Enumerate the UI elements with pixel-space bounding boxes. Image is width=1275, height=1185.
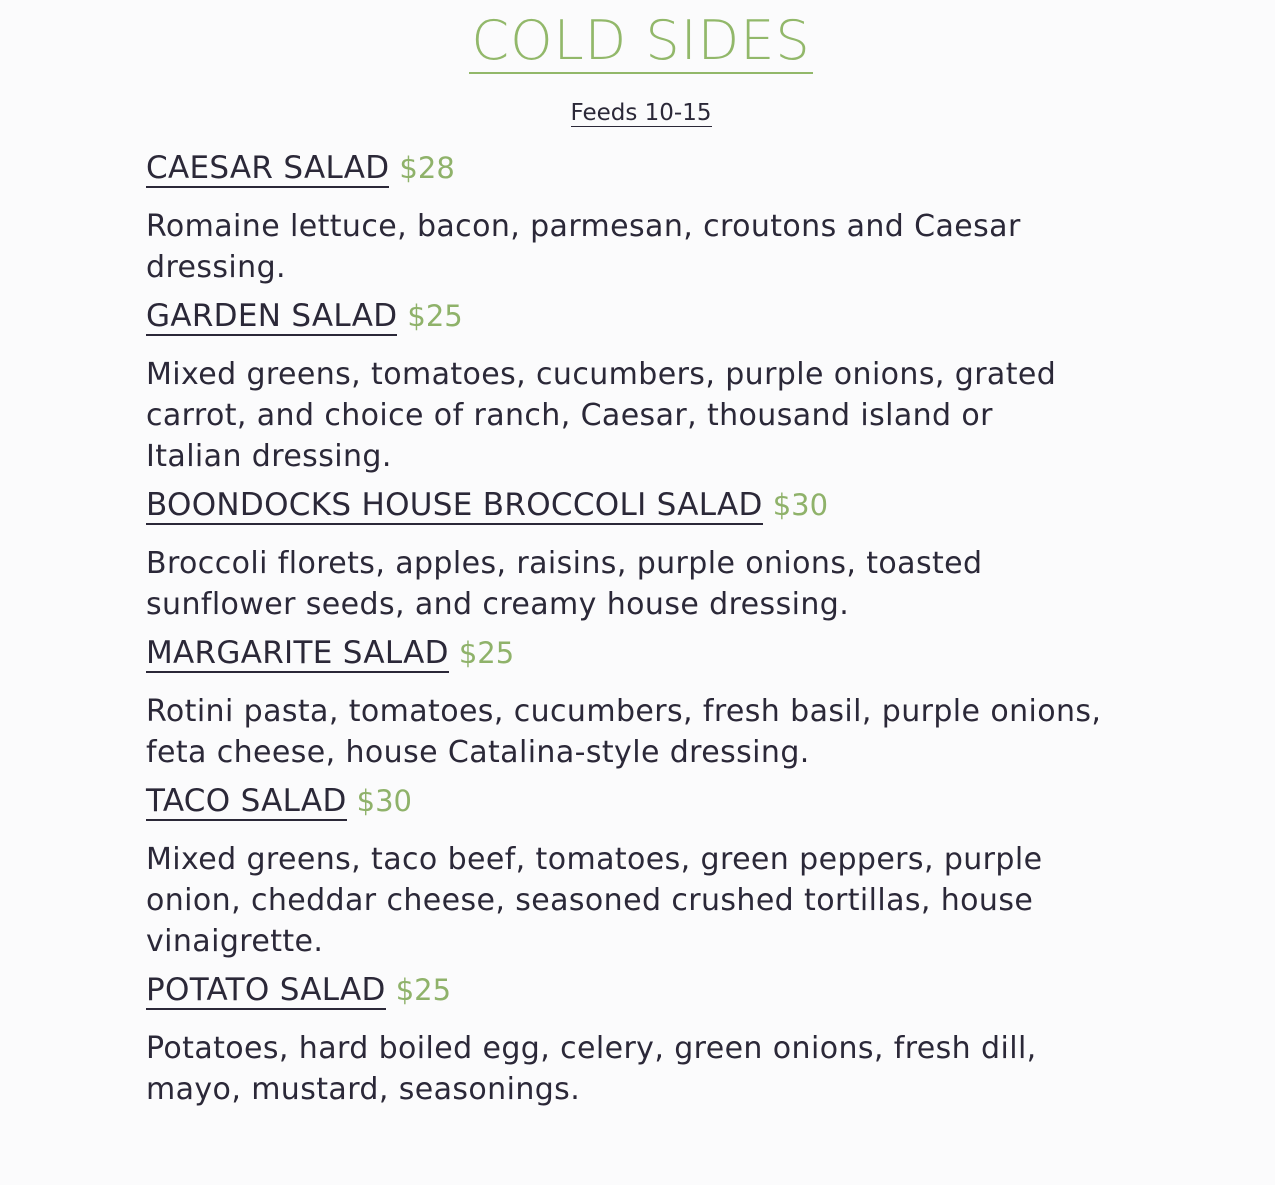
menu-item-price: $30 — [356, 784, 412, 818]
menu-item-name: GARDEN SALAD — [146, 298, 398, 334]
menu-item-name: MARGARITE SALAD — [146, 635, 449, 671]
page-subtitle-text: Feeds 10-15 — [570, 100, 712, 126]
menu-item-price: $25 — [458, 636, 515, 670]
menu-item-header — [146, 483, 1136, 527]
menu-item — [146, 631, 1136, 773]
page-subtitle — [0, 98, 1275, 128]
menu-item-header — [146, 779, 1136, 823]
menu-item-header — [146, 294, 1136, 338]
menu-item-name: TACO SALAD — [146, 783, 347, 819]
page-title-text: COLD SIDES — [471, 9, 811, 72]
menu-item — [146, 294, 1136, 477]
menu-item-description: Potatoes, hard boiled egg, celery, green onions, fresh dill, mayo, mustard, seasonings. — [146, 1031, 1037, 1107]
menu-item — [146, 779, 1136, 962]
menu-item-description: Broccoli florets, apples, raisins, purple onions, toasted sunflower seeds, and creamy house dressing. — [146, 546, 983, 622]
menu-item-name: POTATO SALAD — [146, 972, 386, 1008]
menu-item-price: $25 — [407, 299, 463, 333]
menu-item-header — [146, 146, 1136, 190]
menu-item — [146, 146, 1136, 288]
page-title — [0, 8, 1275, 74]
menu-item-name: BOONDOCKS HOUSE BROCCOLI SALAD — [146, 487, 763, 523]
menu-item — [146, 483, 1136, 625]
menu-item-description: Romaine lettuce, bacon, parmesan, croutons and Caesar dressing. — [146, 209, 1021, 285]
menu-item-description: Mixed greens, taco beef, tomatoes, green peppers, purple onion, cheddar cheese, seasoned crushed tortillas, house vinaigrette. — [146, 842, 1043, 959]
menu-item-price: $25 — [395, 973, 452, 1007]
menu-item-description: Mixed greens, tomatoes, cucumbers, purple onions, grated carrot, and choice of ranch, Caesar, thousand island or Italian dressing. — [146, 357, 1057, 474]
menu-item-price: $30 — [772, 488, 829, 522]
menu-item — [146, 968, 1136, 1110]
menu-list — [146, 146, 1136, 1110]
menu-item-price: $28 — [399, 151, 455, 185]
menu-item-description: Rotini pasta, tomatoes, cucumbers, fresh basil, purple onions, feta cheese, house Catalina-style dressing. — [146, 694, 1102, 770]
menu-item-header — [146, 968, 1136, 1012]
menu-item-name: CAESAR SALAD — [146, 150, 390, 186]
menu-item-header — [146, 631, 1136, 675]
